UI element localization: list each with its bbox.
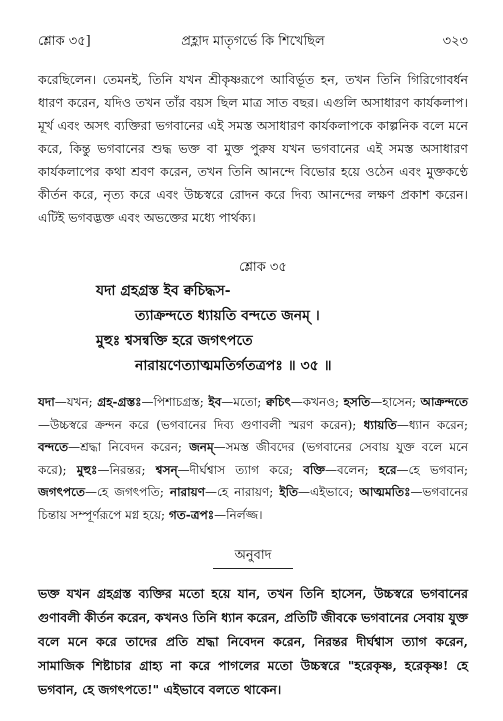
synonym-word: আত্মমতিঃ (359, 485, 411, 499)
synonym-entry: যদা—যখন; (38, 395, 98, 409)
synonym-word: জগৎপতে (38, 485, 85, 499)
synonym-word: আক্রন্দতে (420, 395, 469, 409)
synonym-meaning: নিরন্তর (109, 462, 142, 477)
book-page (38, 30, 468, 714)
synonym-meaning: হে জগৎপতি (97, 485, 160, 499)
word-synonyms (38, 391, 468, 526)
synonym-word: হসতি (343, 395, 371, 409)
header-verse-ref: শ্লোক ৩৫] (38, 34, 91, 49)
verse-block (38, 257, 468, 379)
synonym-meaning: দীর্ঘশ্বাস ত্যাগ করে (189, 462, 290, 477)
synonym-entry: গত-ত্রপঃ—নির্লজ্জ। (168, 507, 263, 522)
translation-paragraph: ভক্ত যখন গ্রহগ্রস্ত ব্যক্তির মতো হয়ে যান, তখন তিনি হাসেন, উচ্চস্বরে ভগবানের গুণাবলী কীর্তন করেন, কখনও তিনি ধ্যান করেন, প্রতিটি জীবকে ভগবানের সেবায় যুক্ত বলে মনে করে তাদের প্রতি শ্রদ্ধা নিবেদন করেন, নিরন্তর দীর্ঘশ্বাস ত্যাগ করেন, সামাজিক শিষ্টাচার গ্রাহ্য না করে পাগলের মতো উচ্চস্বরে "হরেকৃষ্ণ, হরেকৃষ্ণ! হে ভগবান, হে জগৎপতে!" এইভাবে বলতে থাকেন। (38, 585, 468, 697)
synonym-word: যদা (38, 395, 55, 409)
synonym-meaning: ভগবানের চিন্তায় সম্পূর্ণরূপে মগ্ন হয়ে (38, 485, 469, 522)
synonym-meaning: উচ্চস্বরে ক্রন্দন করে (ভগবানের দিব্য গুণাবলী স্মরণ করেন) (50, 417, 353, 432)
synonym-entry: জনম্—সমস্ত জীবদের (ভগবানের সেবায় যুক্ত বলে মনে করে); (38, 440, 468, 477)
synonym-entry: হসতি—হাসেন; (343, 395, 421, 409)
synonym-entry: শ্বসন্—দীর্ঘশ্বাস ত্যাগ করে; (155, 462, 304, 477)
synonym-entry: হরে—হে ভগবান; (378, 462, 469, 477)
synonym-entry: ক্বচিৎ—কখনও; (265, 395, 344, 409)
synonym-entry: ইব—মতো; (208, 395, 266, 409)
synonym-word: ধ্যায়তি (363, 417, 397, 432)
verse-line: মুহুঃ শ্বসন্বক্তি হরে জগৎপতে (96, 333, 253, 349)
synonym-word: নারায়ণ (169, 485, 205, 499)
synonym-meaning: হে নারায়ণ (216, 485, 270, 499)
synonym-word: বন্দতে (38, 440, 69, 454)
header-chapter-title: প্রহ্লাদ মাতৃগর্ভে কি শিখেছিল (181, 34, 325, 49)
synonym-entry: ইতি—এইভাবে; (279, 485, 360, 499)
synonym-meaning: কখনও (302, 395, 336, 409)
verse-line: নারায়ণেত্যাত্মমতির্গতত্রপঃ ॥ ৩৫ ॥ (135, 358, 332, 374)
synonym-entry: বক্তি—বলেন; (303, 462, 379, 477)
synonym-word: শ্বসন্ (155, 462, 178, 477)
page-number: ৩২৩ (442, 34, 468, 49)
synonym-meaning: হে ভগবান (408, 462, 464, 477)
synonym-meaning: এইভাবে (310, 485, 350, 499)
synonym-word: মুহুঃ (76, 462, 98, 477)
synonym-entry: নারায়ণ—হে নারায়ণ; (169, 485, 280, 499)
synonym-entry: ধ্যায়তি—ধ্যান করেন; (363, 417, 468, 432)
synonym-word: ক্বচিৎ (265, 395, 291, 409)
purport-paragraph: করেছিলেন। তেমনই, তিনি যখন শ্রীকৃষ্ণরূপে আবির্ভূত হন, তখন তিনি গিরিগোবর্ধন ধারণ করেন, যদিও তখন তাঁর বয়স ছিল মাত্র সাত বছর। এগুলি অসাধারণ কার্যকলাপ। মূর্খ এবং অসৎ ব্যক্তিরা ভগবানের এই সমস্ত অসাধারণ কার্যকলাপকে কাল্পনিক বলে মনে করে, কিন্তু ভগবানের শুদ্ধ ভক্ত বা মুক্ত পুরুষ যখন ভগবানের এই সমস্ত অসাধারণ কার্যকলাপের কথা শ্রবণ করেন, তখন তিনি আনন্দে বিভোর হয়ে ওঠেন এবং মুক্তকণ্ঠে কীর্তন করে, নৃত্য করে এবং উচ্চস্বরে রোদন করে দিব্য আনন্দের লক্ষণ প্রকাশ করেন। এটিই ভগবদ্ভক্ত এবং অভক্তের মধ্যে পার্থক্য। (38, 72, 468, 225)
synonym-entry: গ্রহ-গ্রস্তঃ—পিশাচগ্রস্ত; (97, 395, 209, 409)
synonym-entry: আত্মমতিঃ—ভগবানের চিন্তায় সম্পূর্ণরূপে মগ্ন হয়ে; (38, 485, 469, 522)
synonym-entry: আক্রন্দতে—উচ্চস্বরে ক্রন্দন করে (ভগবানের দিব্য গুণাবলী স্মরণ করেন); (38, 395, 469, 432)
synonym-word: জনম্ (189, 440, 214, 454)
synonym-word: গ্রহ-গ্রস্তঃ (97, 395, 142, 409)
synonym-entry: বন্দতে—শ্রদ্ধা নিবেদন করেন; (38, 440, 190, 454)
synonym-word: ইব (208, 395, 222, 409)
synonym-entry: জগৎপতে—হে জগৎপতি; (38, 485, 170, 499)
synonym-word: গত-ত্রপঃ (168, 507, 215, 522)
synonym-meaning: বলেন (337, 462, 365, 477)
translation-heading: অনুবাদ (234, 548, 272, 563)
running-header (38, 30, 468, 54)
synonym-word: হরে (378, 462, 397, 477)
verse-line: ত্যাক্রন্দতে ধ্যায়তি বন্দতে জনম্ । (135, 308, 320, 324)
synonym-word: বক্তি (303, 462, 325, 477)
synonym-meaning: যখন (66, 395, 89, 409)
synonym-meaning: ধ্যান করেন (408, 417, 464, 432)
synonym-meaning: সমস্ত জীবদের (ভগবানের সেবায় যুক্ত বলে মনে করে) (38, 440, 468, 477)
synonym-meaning: মতো (233, 395, 258, 409)
verse-number: শ্লোক ৩৫ (239, 260, 287, 275)
synonym-meaning: পিশাচগ্রস্ত (153, 395, 200, 409)
synonym-entry: মুহুঃ—নিরন্তর; (76, 462, 156, 477)
synonym-meaning: নির্লজ্জ (226, 507, 259, 522)
synonym-word: ইতি (279, 485, 299, 499)
heading-underline (213, 568, 293, 569)
synonym-meaning: হাসেন (382, 395, 412, 409)
verse-line: যদা গ্রহগ্রস্ত ইব ক্বচিদ্ধস- (96, 283, 231, 299)
synonym-meaning: শ্রদ্ধা নিবেদন করেন (80, 440, 178, 454)
